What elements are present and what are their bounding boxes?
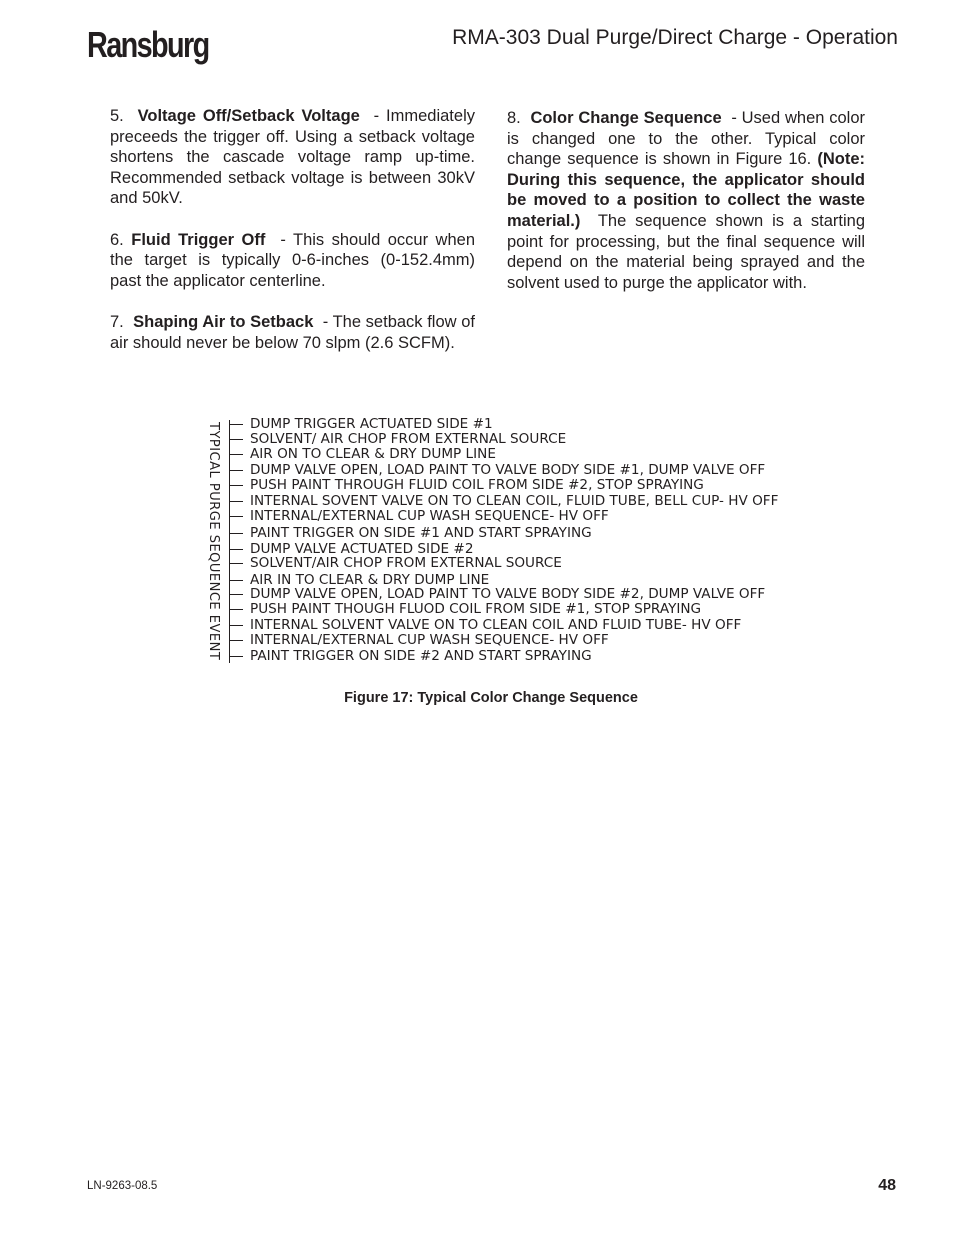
sequence-event <box>229 493 778 509</box>
page-number: 48 <box>878 1177 896 1194</box>
item-6-text: - This should occur when the target is typically 0-6-inches (0-152.4mm) past the applicator centerline. <box>110 230 475 290</box>
event-tick-mark <box>229 609 243 610</box>
ransburg-logo: Ransburg <box>87 24 209 65</box>
sequence-event <box>229 431 566 447</box>
event-tick-mark <box>229 563 243 564</box>
figure-caption: Figure 17: Typical Color Change Sequence <box>344 690 638 706</box>
document-code: LN-9263-08.5 <box>87 1180 158 1192</box>
event-label: INTERNAL/EXTERNAL CUP WASH SEQUENCE- HV OFF <box>250 632 609 648</box>
item-7-heading: Shaping Air to Setback <box>133 312 314 331</box>
sequence-event <box>229 632 609 648</box>
sequence-event <box>229 477 704 493</box>
event-tick-mark <box>229 549 243 550</box>
event-label: SOLVENT/ AIR CHOP FROM EXTERNAL SOURCE <box>250 431 567 447</box>
event-tick-mark <box>229 580 243 581</box>
sequence-event <box>229 555 562 571</box>
item-6-heading: Fluid Trigger Off <box>131 230 266 249</box>
left-column <box>110 106 475 374</box>
event-label: DUMP VALVE OPEN, LOAD PAINT TO VALVE BODY SIDE #1, DUMP VALVE OFF <box>250 462 766 478</box>
event-label: PUSH PAINT THOUGH FLUOD COIL FROM SIDE #1, STOP SPRAYING <box>250 601 702 617</box>
event-tick-mark <box>229 533 243 534</box>
sequence-event <box>229 586 765 602</box>
event-label: PAINT TRIGGER ON SIDE #1 AND START SPRAYING <box>250 525 592 541</box>
event-label: INTERNAL SOLVENT VALVE ON TO CLEAN COIL AND FLUID TUBE- HV OFF <box>250 617 742 633</box>
sequence-event <box>229 525 592 541</box>
right-column <box>507 108 865 314</box>
page-header-title: RMA-303 Dual Purge/Direct Charge - Operation <box>452 26 898 49</box>
sequence-event <box>229 416 493 432</box>
item-5: 5. Voltage Off/Setback Voltage - Immediately preceeds the trigger off. Using a setback voltage shortens the cascade voltage ramp up-time. Recommended setback voltage is between 30kV and 50kV. <box>110 107 475 208</box>
event-tick-mark <box>229 485 243 486</box>
sequence-event <box>229 462 765 478</box>
item-7: 7. Shaping Air to Setback - The setback flow of air should never be below 70 slpm (2.6 SCFM). <box>110 312 475 352</box>
event-label: DUMP VALVE OPEN, LOAD PAINT TO VALVE BODY SIDE #2, DUMP VALVE OFF <box>250 586 766 602</box>
event-tick-mark <box>229 656 243 657</box>
sequence-event <box>229 508 609 524</box>
item-8-text-continued: The sequence shown is a starting point for processing, but the final sequence will depend on the material being sprayed and the solvent used to purge the applicator with. <box>507 211 866 292</box>
event-tick-mark <box>229 516 243 517</box>
sequence-event <box>229 648 592 664</box>
event-tick-mark <box>229 470 243 471</box>
event-label: SOLVENT/AIR CHOP FROM EXTERNAL SOURCE <box>250 555 562 571</box>
event-tick-mark <box>229 625 243 626</box>
event-label: PUSH PAINT THROUGH FLUID COIL FROM SIDE #2, STOP SPRAYING <box>250 477 704 493</box>
item-8-heading: Color Change Sequence <box>530 109 722 127</box>
event-label: AIR IN TO CLEAR & DRY DUMP LINE <box>250 572 490 588</box>
event-tick-mark <box>229 424 243 425</box>
event-label: DUMP TRIGGER ACTUATED SIDE #1 <box>250 416 493 432</box>
event-tick-mark <box>229 640 243 641</box>
item-5-text: - Immediately preceeds the trigger off. Using a setback voltage shortens the cascade voltage ramp up-time. Recommended setback voltage is between 30kV and 50kV. <box>110 107 475 208</box>
item-8-note: (Note: During this sequence, the applicator should be moved to a position to collect the waste material.) <box>507 150 865 230</box>
item-6: 6. Fluid Trigger Off - This should occur when the target is typically 0-6-inches (0-152.4mm) past the applicator centerline. <box>110 230 475 290</box>
event-tick-mark <box>229 439 243 440</box>
item-7-text: - The setback flow of air should never be below 70 slpm (2.6 SCFM). <box>110 312 475 352</box>
item-5-heading: Voltage Off/Setback Voltage <box>137 107 360 125</box>
sequence-event <box>229 446 496 462</box>
diagram-axis-label: TYPICAL PURGE SEQUENCE EVENT <box>206 422 221 661</box>
sequence-event <box>229 601 701 617</box>
event-tick-mark <box>229 501 243 502</box>
event-tick-mark <box>229 454 243 455</box>
event-tick-mark <box>229 594 243 595</box>
event-label: INTERNAL/EXTERNAL CUP WASH SEQUENCE- HV OFF <box>250 508 609 524</box>
sequence-event <box>229 617 741 633</box>
event-label: INTERNAL SOVENT VALVE ON TO CLEAN COIL, FLUID TUBE, BELL CUP- HV OFF <box>250 493 779 509</box>
item-8-text: - Used when color is changed one to the other. Typical color change sequence is shown in Figure 16. <box>507 109 866 169</box>
event-label: PAINT TRIGGER ON SIDE #2 AND START SPRAYING <box>250 648 592 664</box>
item-8: 8. Color Change Sequence - Used when color is changed one to the other. Typical color change sequence is shown in Figure 16. (Note: During this sequence, the applicator should be moved to a position to collect the waste material.) The sequence shown is a starting point for processing, but the final sequence will depend on the material being sprayed and the solvent used to purge the applicator with. <box>507 109 866 292</box>
event-label: DUMP VALVE ACTUATED SIDE #2 <box>250 541 474 557</box>
event-label: AIR ON TO CLEAR & DRY DUMP LINE <box>250 446 496 462</box>
